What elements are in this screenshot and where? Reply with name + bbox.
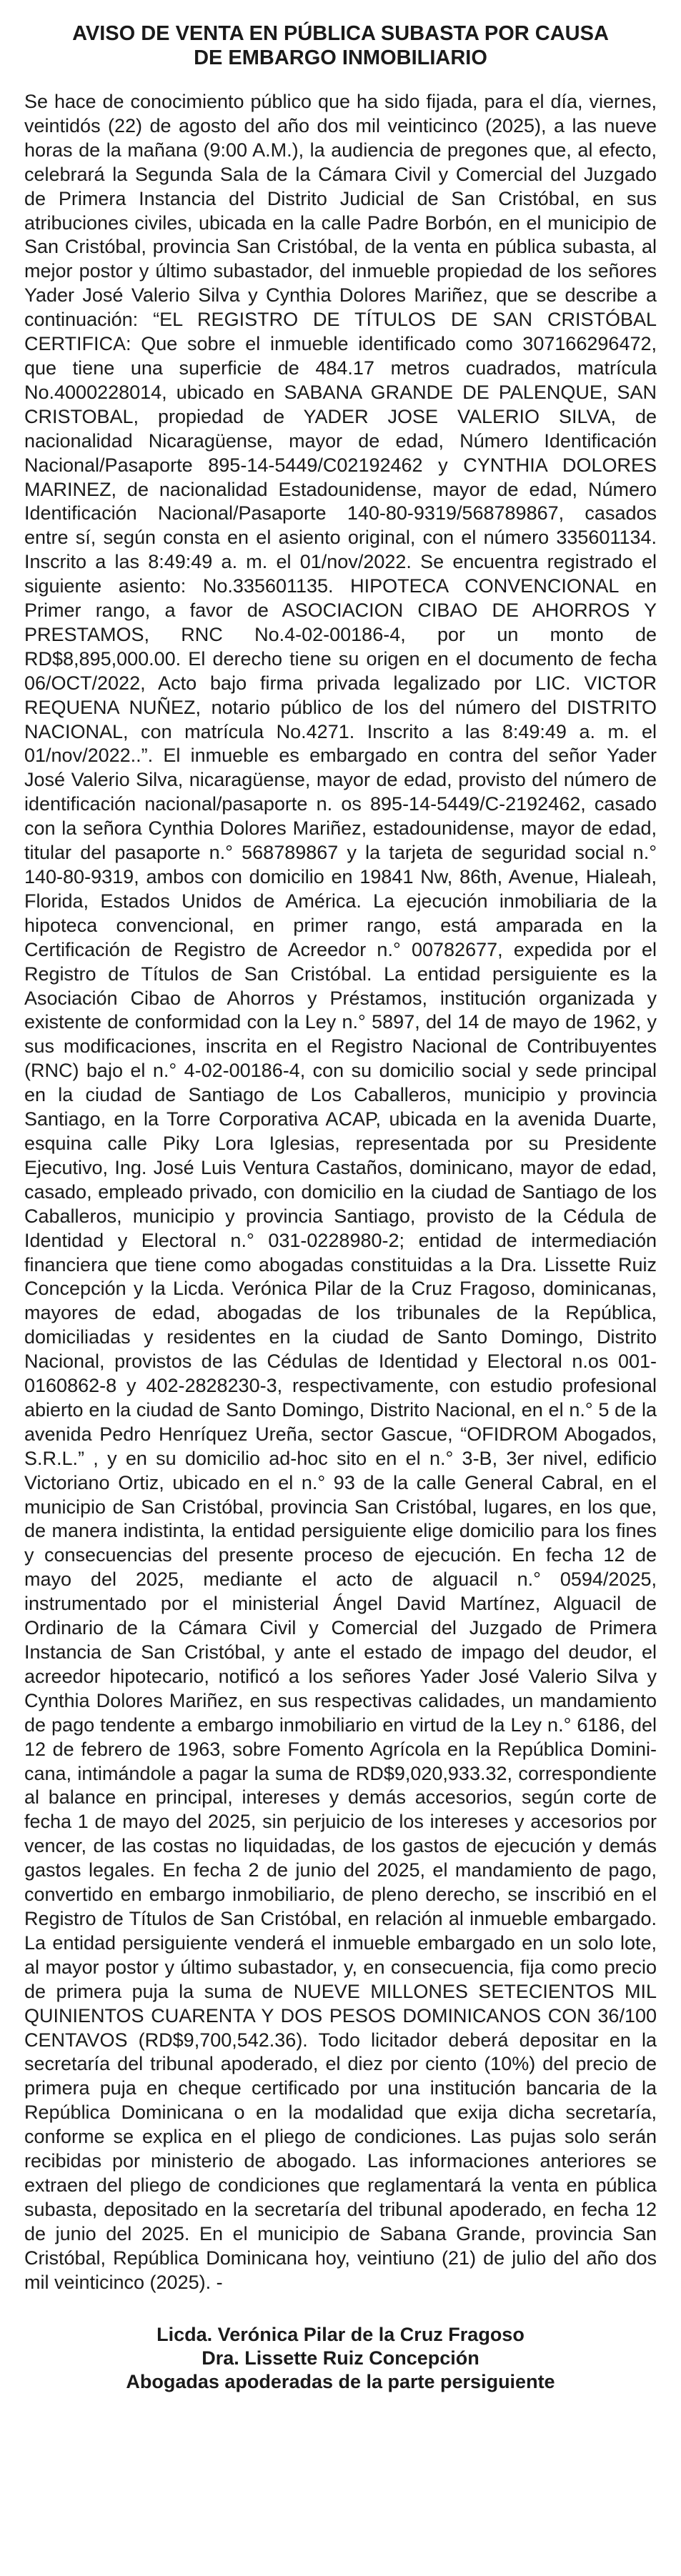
signature-line-1: Licda. Verónica Pilar de la Cruz Fragoso <box>156 2324 525 2346</box>
signature-block <box>24 2323 657 2394</box>
signature-line-3: Abogadas apoderadas de la parte persiguiente <box>126 2371 555 2393</box>
notice-title-line-1: AVISO DE VENTA EN PÚBLICA SUBASTA POR CAUSA <box>72 22 609 45</box>
notice-title-line-2: DE EMBARGO INMOBILIARIO <box>194 46 487 69</box>
notice-body: Se hace de conocimiento público que ha sido fijada, para el día, viernes, veintidós (22) de agosto del año dos mil veinticinco (2025), a las nueve horas de la mañana (9:00 A.M.), la audiencia de pregones que, al efecto, celebrará la Segunda Sala de la Cámara Civil y Comercial del Juzgado de Primera Instancia del Distrito Judicial de San Cristóbal, en sus atribuciones civiles, ubicada en la calle Padre Borbón, en el municipio de San Cristóbal, provincia San Cristóbal, de la venta en pública subasta, al mejor postor y último subastador, del inmueble propiedad de los señores Yader José Valerio Silva y Cynthia Dolores Mariñez, que se describe a continuación: “EL REGISTRO DE TÍTULOS DE SAN CRISTÓBAL CERTIFICA: Que sobre el inmueble identificado como 307166296472, que tiene una superficie de 484.17 metros cuadrados, matrícula No.4000228014, ubicado en SABANA GRANDE DE PALENQUE, SAN CRISTOBAL, propiedad de YADER JOSE VALERIO SILVA, de nacionalidad Nicaragüense, mayor de edad, Número Identificación Nacional/Pasaporte 895-14-5449/C02192462 y CYNTHIA DOLORES MARINEZ, de nacionalidad Estadounidense, mayor de edad, Número Identificación Nacional/Pasaporte 140-80-9319/568789867, casados entre sí, según consta en el asiento original, con el número 335601134. Inscrito a las 8:49:49 a. m. el 01/nov/2022. Se encuentra registrado el siguiente asiento: No.335601135. HIPOTECA CONVENCIONAL en Primer rango, a favor de ASOCIACION CIBAO DE AHORROS Y PRESTAMOS, RNC No.4-02-00186-4, por un monto de RD$8,895,000.00. El derecho tiene su origen en el documento de fecha 06/OCT/2022, Acto bajo firma privada legalizado por LIC. VICTOR REQUENA NUÑEZ, notario público de los del número del DISTRITO NACIONAL, con matrícula No.4271. Inscrito a las 8:49:49 a. m. el 01/nov/2022..”. El inmueble es embargado en contra del señor Yader José Valerio Silva, nicaragüense, mayor de edad, provisto del número de identificación nacional/pasaporte n. os 895-14-5449/C-2192462, casado con la señora Cynthia Dolores Mariñez, estadounidense, mayor de edad, titular del pasaporte n.° 568789867 y la tarjeta de seguridad social n.° 140-80-9319, ambos con domicilio en 19841 Nw, 86th, Avenue, Hialeah, Florida, Estados Unidos de América. La ejecución inmobiliaria de la hipoteca convencional, en primer rango, está amparada en la Certificación de Registro de Acreedor n.° 00782677, expedida por el Registro de Títulos de San Cristóbal. La entidad persiguiente es la Asociación Cibao de Ahorros y Préstamos, institución organizada y existente de conformidad con la Ley n.° 5897, del 14 de mayo de 1962, y sus modificaciones, inscrita en el Registro Nacional de Contribuyentes (RNC) bajo el n.° 4-02-00186-4, con su domicilio social y sede principal en la ciudad de Santiago de Los Caballeros, municipio y provincia Santiago, en la Torre Corporativa ACAP, ubicada en la avenida Duarte, esquina calle Piky Lora Iglesias, representada por su Presidente Ejecutivo, Ing. José Luis Ventura Castaños, dominicano, mayor de edad, casado, empleado privado, con domicilio en la ciudad de Santiago de los Caballeros, municipio y provincia Santiago, provisto de la Cédula de Identidad y Electoral n.° 031-0228980-2; entidad de intermediación financiera que tiene como abogadas constituidas a la Dra. Lissette Ruiz Concepción y la Licda. Verónica Pilar de la Cruz Fragoso, dominicanas, mayores de edad, abogadas de los tribunales de la República, domiciliadas y residentes en la ciudad de Santo Domingo, Distrito Nacional, provistos de las Cédulas de Identidad y Electoral n.os 001-0160862-8 y 402-2828230-3, respectivamente, con estudio profesional abierto en la ciudad de Santo Domingo, Distrito Nacional, en el n.° 5 de la avenida Pedro Henríquez Ureña, sector Gascue, “OFIDROM Abogados, S.R.L.” , y en su domicilio ad-hoc sito en el n.° 3-B, 3er nivel, edificio Victoriano Ortiz, ubicado en el n.° 93 de la calle General Cabral, en el municipio de San Cristóbal, provincia San Cristóbal, lugares, en los que, de manera indistinta, la entidad persiguiente elige domicilio para los fines y consecuencias del presente proceso de ejecución. En fecha 12 de mayo del 2025, mediante el acto de alguacil n.° 0594/2025, instrumentado por el ministerial Ángel David Martínez, Alguacil de Ordinario de la Cámara Civil y Comercial del Juzgado de Primera Instancia de San Cristóbal, y ante el estado de impago del deudor, el acreedor hipotecario, notificó a los señores Yader José Valerio Silva y Cynthia Dolores Mariñez, en sus respectivas calidades, un mandamiento de pago tendente a embargo inmobiliario en virtud de la Ley n.° 6186, del 12 de febrero de 1963, sobre Fomento Agrícola en la República Dominicana, intimándole a pagar la suma de RD$9,020,933.32, correspondiente al balance en principal, intereses y demás accesorios, según corte de fecha 1 de mayo del 2025, sin perjuicio de los intereses y accesorios por vencer, de las costas no liquidadas, de los gastos de ejecución y demás gastos legales. En fecha 2 de junio del 2025, el mandamiento de pago, convertido en embargo inmobiliario, de pleno derecho, se inscribió en el Registro de Títulos de San Cristóbal, en relación al inmueble embargado. La entidad persiguiente venderá el inmueble embargado en un solo lote, al mayor postor y último subastador, y, en consecuencia, fija como precio de primera puja la suma de NUEVE MILLONES SETECIENTOS MIL QUINIENTOS CUARENTA Y DOS PESOS DOMINICANOS CON 36/100 CENTAVOS (RD$9,700,542.36). Todo licitador deberá depositar en la secretaría del tribunal apoderado, el diez por ciento (10%) del precio de primera puja en cheque certificado por una institución bancaria de la República Dominicana o en la modalidad que exija dicha secretaría, conforme se explica en el pliego de condiciones. Las pujas solo serán recibidas por ministerio de abogado. Las informaciones anteriores se extraen del pliego de condiciones que reglamentará la venta en pública subasta, depositado en la secretaría del tribunal apoderado, en fecha 12 de junio del 2025. En el municipio de Sabana Grande, provincia San Cristóbal, República Dominicana hoy, veintiuno (21) de julio del año dos mil veinticinco (2025). - <box>24 91 657 2293</box>
signature-line-2: Dra. Lissette Ruiz Concepción <box>202 2347 479 2369</box>
notice-title <box>24 21 657 70</box>
